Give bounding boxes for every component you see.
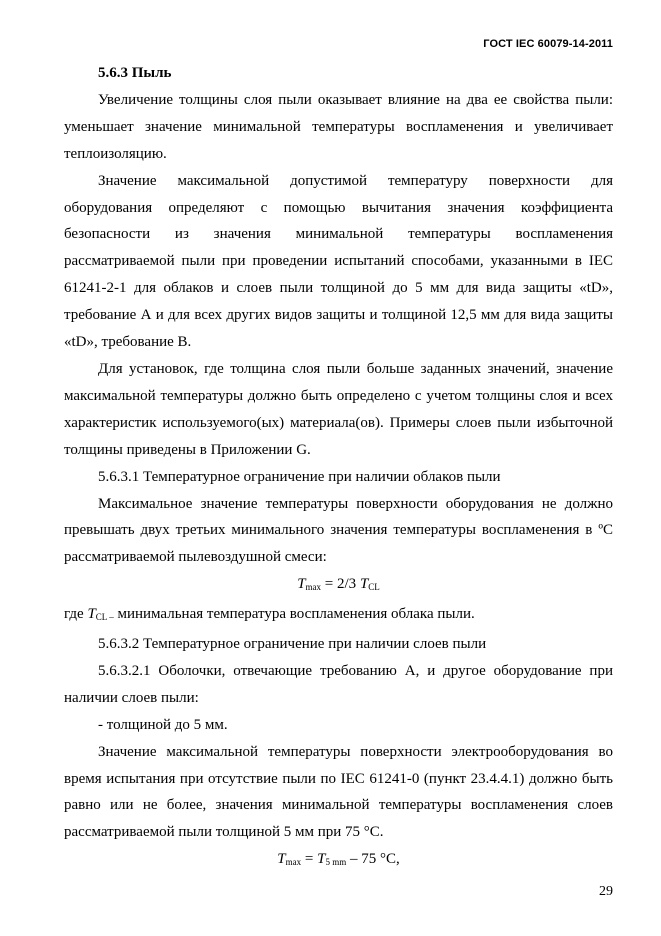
section-heading: 5.6.3 Пыль [98,65,172,81]
list-item-thickness: - толщиной до 5 мм. [98,716,228,733]
formula-subscript: 5 mm [325,857,347,868]
formula-explanation [64,601,613,631]
formula-operator: = [301,851,318,868]
paragraph-clouds-limit: Максимальное значение температуры поверхности оборудования не должно превышать двух третьих минимального значения температуры воспламенения в ºС рассматриваемой пылевоздушной смеси: [64,495,613,566]
formula-tmax-layers [64,846,613,876]
paragraph-layers-limit: Значение максимальной температуры поверхности электрооборудования во время испытания при отсутствие пыли по IEC 61241-0 (пункт 23.4.4.1) должно быть равно или не более, значения минимальной температуры воспламенения слоев рассматриваемой пыли толщиной 5 мм при 75 °С. [64,743,613,841]
formula-tail: – 75 °С, [346,851,400,868]
explanation-text: минимальная температура воспламенения облака пыли. [113,606,475,623]
formula-subscript: CL – [95,612,114,623]
explanation-prefix: где [64,606,88,623]
formula-symbol: T [277,851,286,868]
subsection-heading-clouds: 5.6.3.1 Температурное ограничение при наличии облаков пыли [98,468,501,485]
paragraph-max-temperature: Значение максимальной допустимой температуру поверхности для оборудования определяют с помощью вычитания значения коэффициента безопасности из значения минимальной температуры воспламенения рассматриваемой пыли при проведении испытаний способами, указанными в IEC 61241-2-1 для облаков и слоев пыли толщиной до 5 мм для вида защиты «tD», требование А и для всех других видов защиты и толщиной 12,5 мм для вида защиты «tD», требование В. [64,172,613,351]
formula-operator: = 2/3 [321,576,360,593]
formula-subscript: CL [368,582,380,593]
formula-symbol: T [317,851,326,868]
subsubsection-heading-enclosures: 5.6.3.2.1 Оболочки, отвечающие требованию А, и другое оборудование при наличии слоев пыли: [64,662,613,706]
formula-tmax-clouds [64,571,613,601]
paragraph-installations: Для установок, где толщина слоя пыли больше заданных значений, значение максимальной температуры должно быть определено с учетом толщины слоя и всех характеристик используемого(ых) материала(ов). Примеры слоев пыли избыточной толщины приведены в Приложении G. [64,360,613,458]
subsection-heading-layers: 5.6.3.2 Температурное ограничение при наличии слоев пыли [98,636,487,653]
page-number: 29 [599,884,613,899]
formula-symbol: T [359,576,369,593]
document-body [64,60,613,876]
formula-symbol: T [297,576,306,593]
formula-subscript: max [285,857,302,868]
standard-header: ГОСТ IEC 60079-14-2011 [483,38,613,50]
formula-symbol: T [87,606,96,623]
formula-subscript: max [305,582,322,593]
paragraph-dust-thickness: Увеличение толщины слоя пыли оказывает влияние на два ее свойства пыли: уменьшает значение минимальной температуры воспламенения и увеличивает теплоизоляцию. [64,91,613,162]
